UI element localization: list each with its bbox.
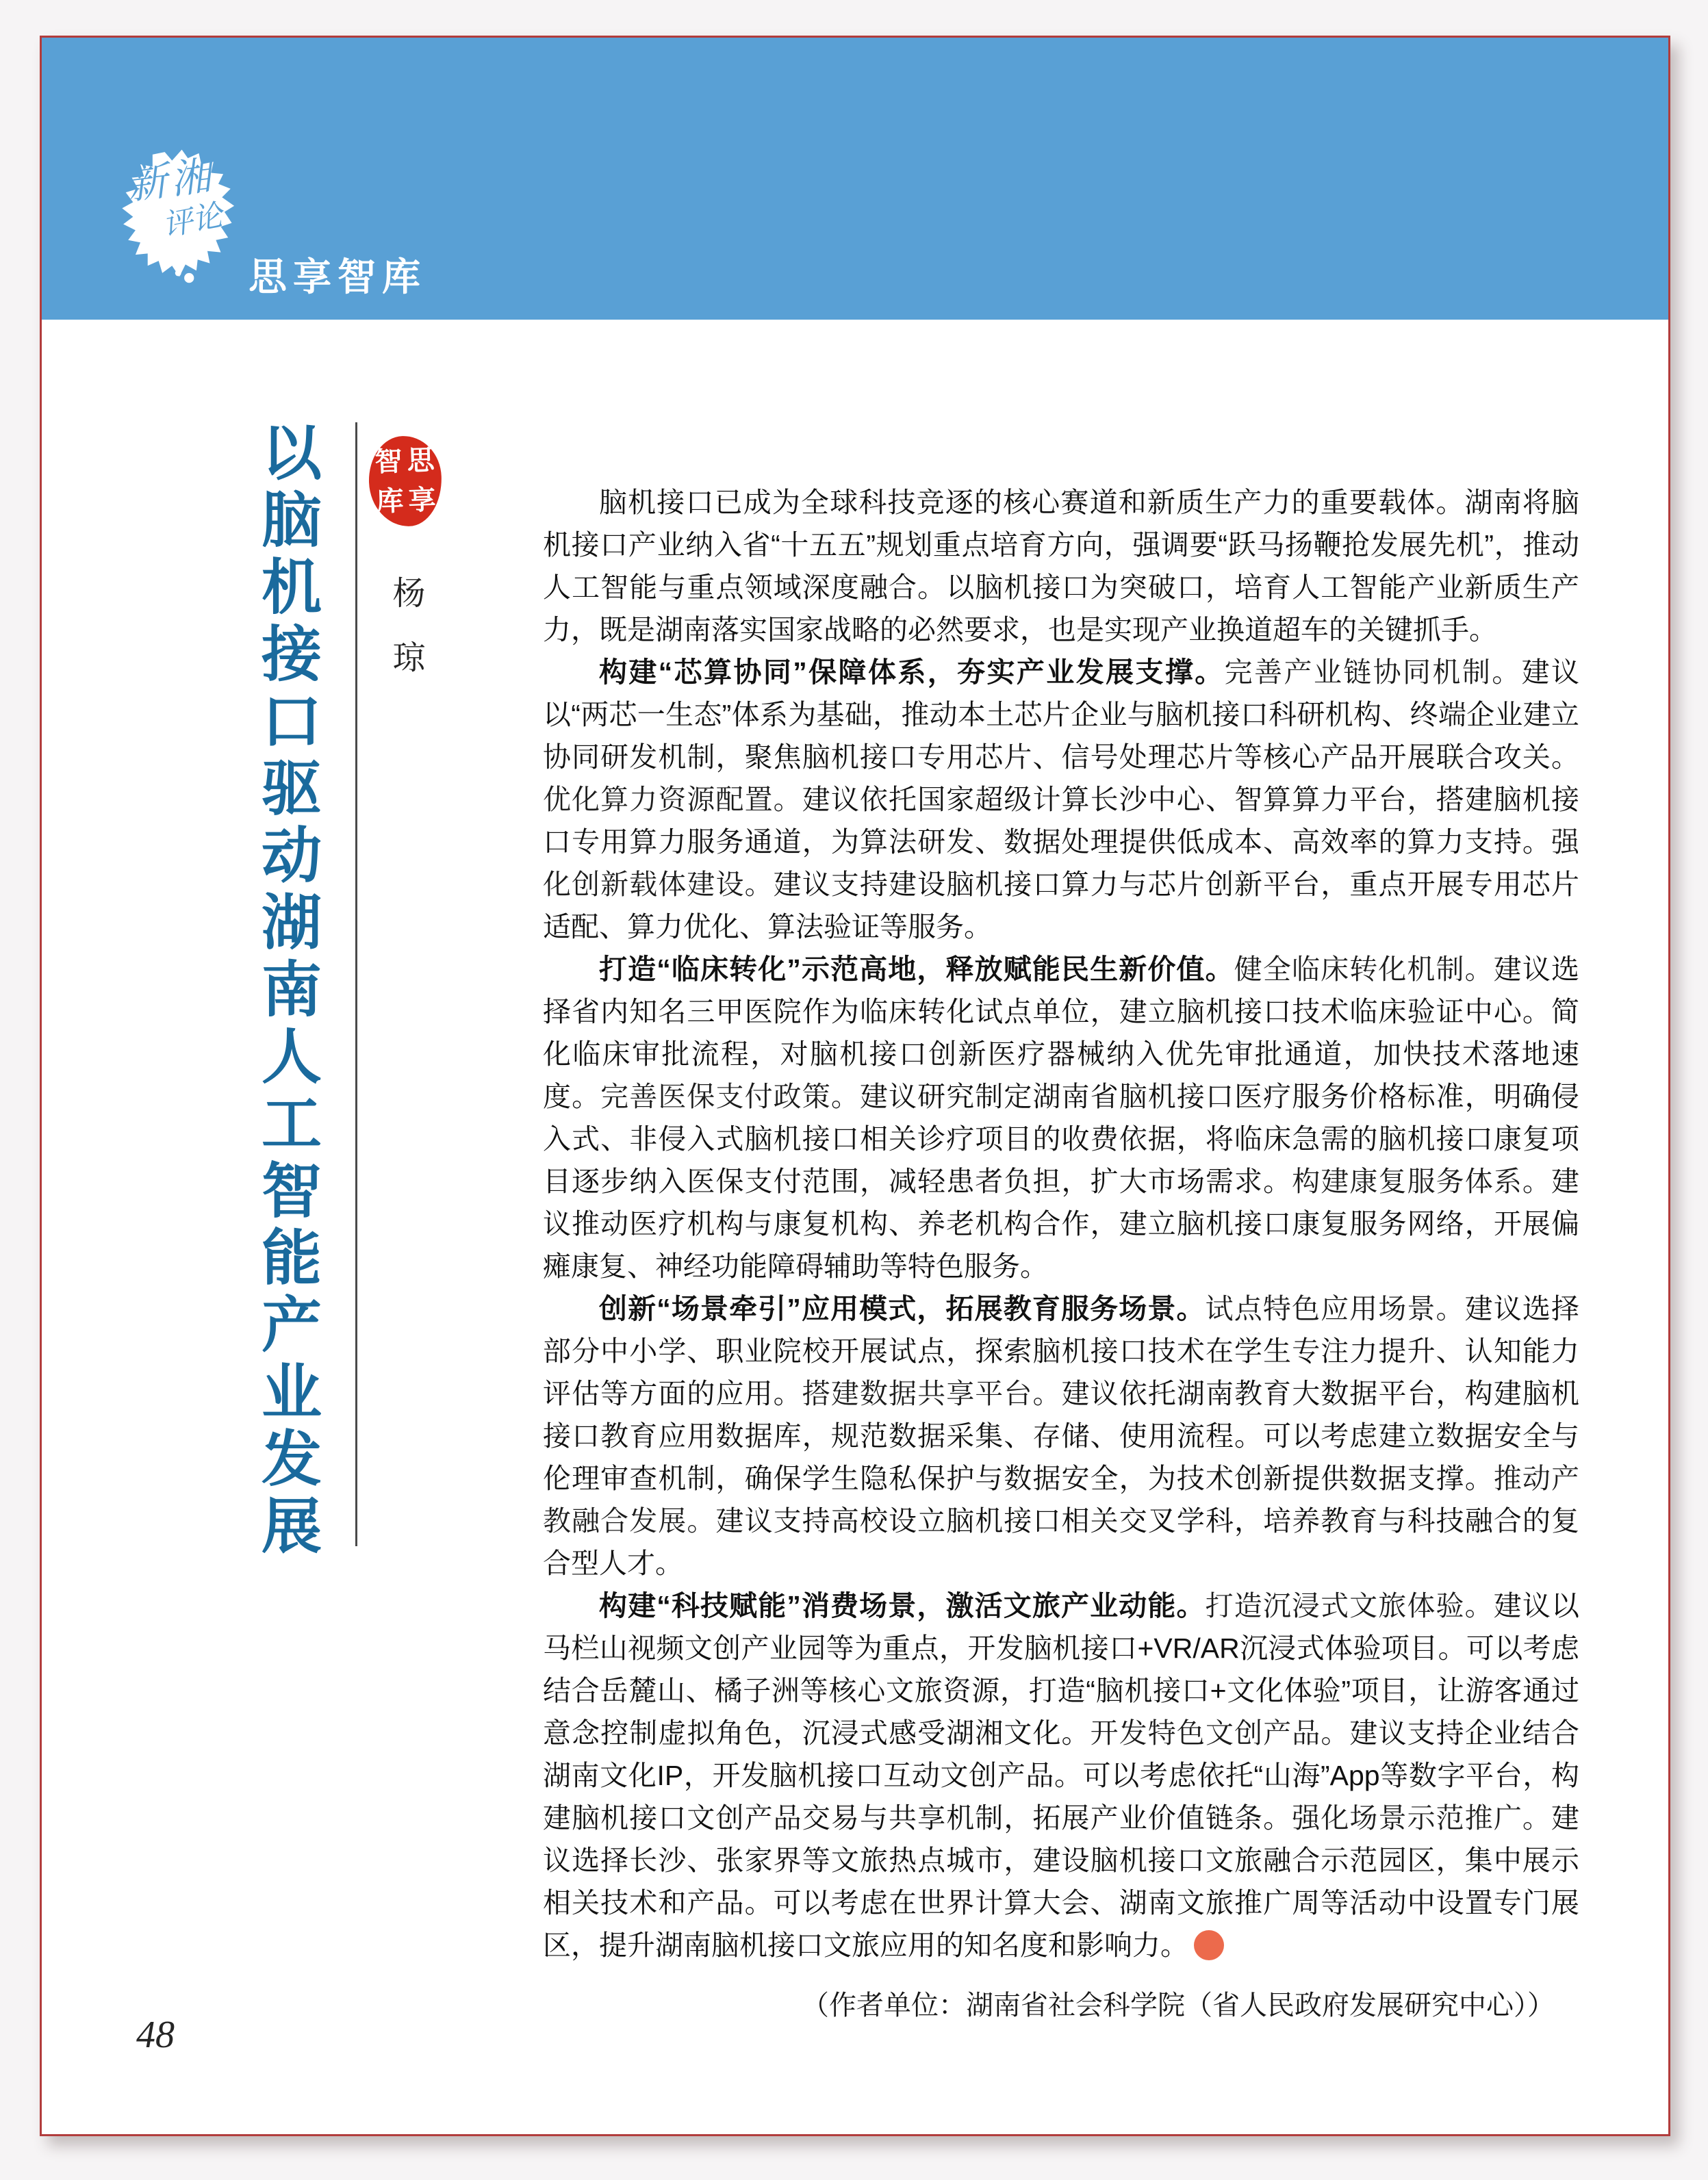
seal-char: 智: [374, 446, 403, 478]
article-paragraph: [543, 651, 1579, 948]
brand-calligraphy: [125, 153, 243, 243]
magazine-page: [40, 36, 1670, 2136]
vertical-divider: [355, 422, 357, 1546]
text-segment-bold: 创新“场景牵引”应用模式，拓展教育服务场景。: [599, 1293, 1206, 1324]
brand-line-1: 新湘: [125, 153, 218, 208]
text-segment-kai: 优化算力资源配置。: [543, 784, 802, 815]
author-name-vertical: 杨琼: [387, 576, 424, 704]
article-paragraph: [543, 481, 1579, 651]
text-segment-kai: 搭建数据共享平台。: [802, 1378, 1062, 1409]
text-segment-kai: 健全临床转化机制。: [1234, 953, 1494, 985]
text-segment-bold: 构建“芯算协同”保障体系，夯实产业发展支撑。: [599, 656, 1225, 688]
text-segment-kai: 强化创新载体建设。: [543, 826, 1579, 900]
text-segment-normal: 建议支持高校设立脑机接口相关交叉学科，培养教育与科技融合的复合型人才。: [543, 1505, 1579, 1579]
brand-line-2: 评论: [160, 198, 226, 243]
text-segment-kai: 完善产业链协同机制。: [1224, 656, 1522, 688]
article-paragraph: [543, 1585, 1579, 1966]
article-paragraph: [543, 1287, 1579, 1585]
text-segment-normal: 建议以马栏山视频文创产业园等为重点，开发脑机接口+VR/AR沉浸式体验项目。可以考虑结合岳麓山、橘子洲等核心文旅资源，打造“脑机接口+文化体验”项目，让游客通过意念控制虚拟角色，沉浸式感受湖湘文化。: [543, 1590, 1580, 1749]
text-segment-normal: 建议依托湖南教育大数据平台，构建脑机接口教育应用数据库，规范数据采集、存储、使用流程。可以考虑建立数据安全与伦理审查机制，确保学生隐私保护与数据安全，为技术创新提供数据支撑。: [543, 1378, 1580, 1494]
text-segment-normal: 建议支持企业结合湖南文化IP，开发脑机接口互动文创产品。可以考虑依托“山海”App等数字平台，构建脑机接口文创产品交易与共享机制，拓展产业价值链条。: [543, 1717, 1580, 1834]
article-body: [543, 481, 1579, 2054]
article-paragraph: [543, 948, 1579, 1287]
text-segment-normal: 脑机接口已成为全球科技竞逐的核心赛道和新质生产力的重要载体。湖南将脑机接口产业纳入省“十五五”规划重点培育方向，强调要“跃马扬鞭抢发展先机”，推动人工智能与重点领域深度融合。以脑机接口为突破口，培育人工智能产业新质生产力，既是湖南落实国家战略的必然要求，也是实现产业换道超车的关键抓手。: [543, 487, 1579, 645]
text-segment-normal: 建议依托国家超级计算长沙中心、智算算力平台，搭建脑机接口专用算力服务通道，为算法研发、数据处理提供低成本、高效率的算力支持。: [543, 784, 1580, 858]
text-segment-kai: 构建康复服务体系。: [1292, 1166, 1552, 1197]
author-affiliation-byline: （作者单位：湖南省社会科学院（省人民政府发展研究中心））: [802, 1990, 1555, 2021]
text-segment-normal: 建议选择省内知名三甲医院作为临床转化试点单位，建立脑机接口技术临床验证中心。简化临床审批流程，对脑机接口创新医疗器械纳入优先审批通道，加快技术落地速度。: [543, 953, 1580, 1112]
red-seal-stamp: [368, 435, 444, 528]
text-segment-kai: 开发特色文创产品。: [1090, 1717, 1350, 1749]
header-band: [42, 38, 1668, 320]
text-segment-normal: 建议选择长沙、张家界等文旅热点城市，建设脑机接口文旅融合示范园区，集中展示相关技术和产品。可以考虑在世界计算大会、湖南文旅推广周等活动中设置专门展区，提升湖南脑机接口文旅应用的知名度和影响力。: [543, 1802, 1580, 1961]
text-segment-normal: 建议推动医疗机构与康复机构、养老机构合作，建立脑机接口康复服务网络，开展偏瘫康复、神经功能障碍辅助等特色服务。: [543, 1166, 1580, 1282]
text-segment-kai: 推动产教融合发展。: [543, 1463, 1579, 1537]
article-end-icon: [1194, 1930, 1224, 1960]
text-segment-kai: 完善医保支付政策。: [600, 1081, 860, 1112]
seal-char: 思: [406, 444, 435, 476]
text-segment-normal: 建议以“两芯一生态”体系为基础，推动本土芯片企业与脑机接口科研机构、终端企业建立协同研发机制，聚焦脑机接口专用芯片、信号处理芯片等核心产品开展联合攻关。: [543, 656, 1580, 773]
article-paragraphs: [543, 481, 1579, 1966]
seal-char: 库: [375, 485, 405, 517]
text-segment-kai: 打造沉浸式文旅体验。: [1205, 1590, 1494, 1621]
text-segment-kai: 试点特色应用场景。: [1205, 1293, 1465, 1324]
text-segment-bold: 构建“科技赋能”消费场景，激活文旅产业动能。: [599, 1590, 1206, 1621]
article-title-vertical: 以脑机接口驱动湖南人工智能产业发展: [253, 421, 321, 1561]
text-segment-normal: 建议研究制定湖南省脑机接口医疗服务价格标准，明确侵入式、非侵入式脑机接口相关诊疗项目的收费依据，将临床急需的脑机接口康复项目逐步纳入医保支付范围，减轻患者负担，扩大市场需求。: [543, 1081, 1580, 1197]
text-segment-bold: 打造“临床转化”示范高地，释放赋能民生新价值。: [599, 953, 1234, 985]
section-title: 思享智库: [248, 255, 426, 298]
page-number: 48: [136, 2014, 175, 2056]
seal-char: 享: [407, 484, 437, 516]
text-segment-normal: 建议选择部分中小学、职业院校开展试点，探索脑机接口技术在学生专注力提升、认知能力评估等方面的应用。: [543, 1293, 1580, 1409]
text-segment-kai: 强化场景示范推广。: [1292, 1802, 1552, 1834]
text-segment-normal: 建议支持建设脑机接口算力与芯片创新平台，重点开展专用芯片适配、算力优化、算法验证等服务。: [543, 869, 1579, 942]
